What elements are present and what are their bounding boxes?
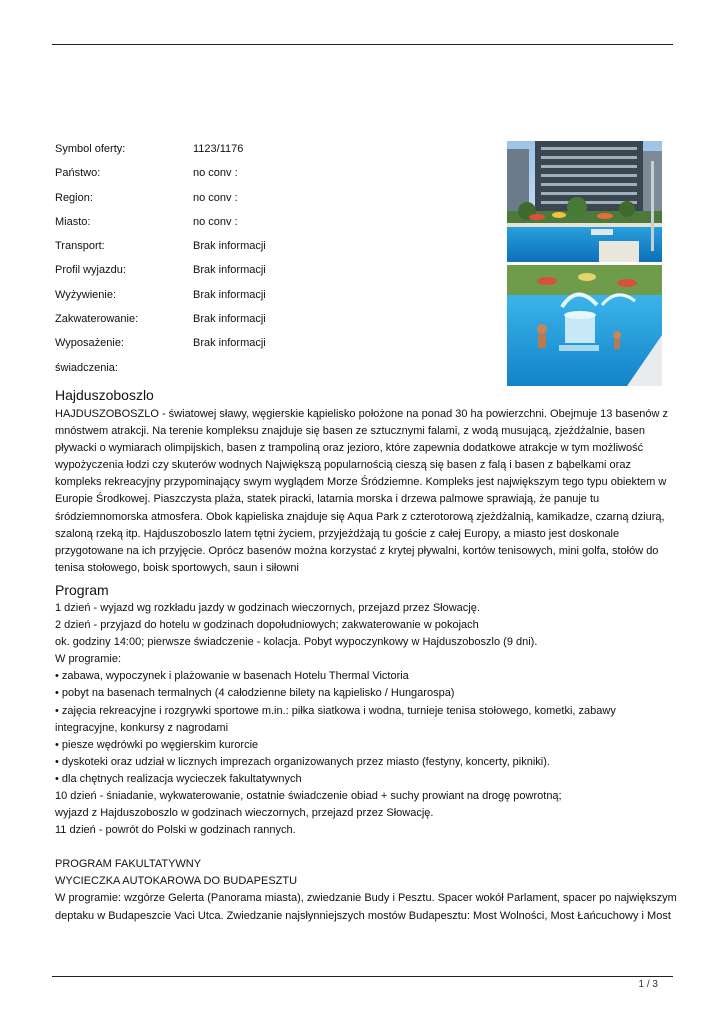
program-list — [55, 600, 670, 839]
program-line: 11 dzień - powrót do Polski w godzinach rannych. — [55, 824, 296, 837]
budapest-trip-heading: WYCIECZKA AUTOKAROWA DO BUDAPESZTU — [55, 875, 298, 888]
section-title-hajduszoboszlo: Hajduszoboszlo — [55, 387, 154, 403]
program-line: 10 dzień - śniadanie, wykwaterowanie, ostatnie świadczenie obiad + suchy prowiant na drogę powrotną; — [55, 789, 562, 802]
program-line: integracyjne, konkursy z nagrodami — [55, 721, 229, 734]
info-row — [55, 360, 475, 384]
info-label: Transport: — [55, 240, 105, 253]
program-line: 1 dzień - wyjazd wg rozkładu jazdy w godzinach wieczornych, przejazd przez Słowację. — [55, 601, 480, 614]
info-label: Wyposażenie: — [55, 337, 124, 350]
info-row — [55, 190, 475, 214]
info-row — [55, 165, 475, 189]
info-value: 1123/1176 — [193, 143, 244, 155]
info-label: Miasto: — [55, 215, 91, 228]
info-label: Zakwaterowanie: — [55, 313, 139, 326]
info-label: Państwo: — [55, 167, 101, 180]
info-value: no conv : — [193, 191, 238, 204]
program-line: wyjazd z Hajduszoboszlo w godzinach wieczornych, przejazd przez Słowację. — [55, 807, 434, 820]
info-row — [55, 311, 475, 335]
info-value: Brak informacji — [193, 288, 266, 301]
info-row — [55, 335, 475, 359]
program-line: 2 dzień - przyjazd do hotelu w godzinach dopołudniowych; zakwaterowanie w pokojach — [55, 619, 479, 632]
info-label: świadczenia: — [55, 361, 118, 374]
info-row — [55, 287, 475, 311]
spacer — [55, 839, 670, 856]
info-value: Brak informacji — [193, 240, 266, 253]
info-label: Profil wyjazdu: — [55, 264, 126, 277]
info-row — [55, 141, 475, 165]
program-line: • dla chętnych realizacja wycieczek fakultatywnych — [55, 772, 302, 785]
resort-description: HAJDUSZOBOSZLO - światowej sławy, węgierskie kąpielisko położone na ponad 30 ha powierzchni. Obejmuje 13 basenów z mnóstwem atrakcji. Na terenie kompleksu znajduje się basen ze sztucznymi falami, z wodą musującą, zjeżdżalnie, basen pływacki o wymiarach olimpijskich, basen z trampoliną oraz jezioro, które zapewnia dodatkowe atrakcje w tym możliwość wypożyczenia łodzi czy skuterów wodnych Największą popularnością cieszą się basen z falą i basen z bąbelkami oraz kompleks rekreacyjny przypominający swym wyglądem Morze Śródziemne. Kompleks jest największym tego typu obiektem w Europie Środkowej. Piaszczysta plaża, statek piracki, latarnia morska i drzewa palmowe sprawiają, że panuje tu śródziemnomorska atmosfera. Obok kąpieliska znajduje się Aqua Park z czterotorową zjeżdżalnią, kamikadze, czarną dziurą, szaloną rzeką itp. Hajduszoboszlo latem tętni życiem, przyjeżdżają tu goście z całej Europy, a miasto jest doskonale przygotowane na ich przyjęcie. Oprócz basenów można korzystać z krytej pływalni, kortów tenisowych, mini golfa, stołów do tenisa stołowego, boisk sportowych, saun i siłowni — [55, 408, 669, 574]
program-line: • zajęcia rekreacyjne i rozgrywki sportowe m.in.: piłka siatkowa i wodna, turnieje tenisa stołowego, kometki, zabawy — [55, 704, 616, 717]
header-rule — [52, 44, 673, 45]
info-value: Brak informacji — [193, 337, 266, 350]
page-number: 1 / 3 — [638, 979, 658, 990]
offer-info-table — [55, 141, 475, 384]
footer-rule — [52, 976, 673, 977]
info-value: Brak informacji — [193, 313, 266, 326]
info-row — [55, 238, 475, 262]
budapest-trip-line: deptaku w Budapeszcie Vaci Utca. Zwiedzanie najsłynniejszych mostów Budapesztu: Most Wolności, Most Łańcuchowy i Most — [55, 909, 671, 922]
program-line: • pobyt na basenach termalnych (4 całodzienne bilety na kąpielisko / Hungarospa) — [55, 687, 455, 700]
offer-description — [55, 386, 677, 925]
info-row — [55, 214, 475, 238]
program-line: • piesze wędrówki po węgierskim kurorcie — [55, 738, 259, 751]
hotel-photos — [507, 141, 662, 386]
info-label: Region: — [55, 191, 93, 204]
program-line: • zabawa, wypoczynek i plażowanie w basenach Hotelu Thermal Victoria — [55, 670, 409, 683]
info-label: Wyżywienie: — [55, 288, 117, 301]
program-line: ok. godziny 14:00; pierwsze świadczenie - kolacja. Pobyt wypoczynkowy w Hajduszoboszlo (9 dni). — [55, 636, 538, 649]
info-value: no conv : — [193, 215, 238, 228]
info-value: Brak informacji — [193, 264, 266, 277]
optional-program-heading: PROGRAM FAKULTATYWNY — [55, 858, 202, 871]
info-value — [193, 360, 475, 384]
info-row — [55, 262, 475, 286]
program-line: W programie: — [55, 653, 122, 666]
info-value: no conv : — [193, 167, 238, 180]
optional-program — [55, 856, 677, 924]
section-title-program: Program — [55, 581, 109, 598]
program-line: • dyskoteki oraz udział w licznych imprezach organizowanych przez miasto (festyny, koncerty, pikniki). — [55, 755, 550, 768]
hotel-building-photo — [507, 141, 662, 262]
pool-fountain-photo — [507, 265, 662, 386]
budapest-trip-line: W programie: wzgórze Gelerta (Panorama miasta), zwiedzanie Budy i Pesztu. Spacer wokół Parlament, spacer po największym — [55, 892, 677, 905]
info-label: Symbol oferty: — [55, 143, 126, 155]
